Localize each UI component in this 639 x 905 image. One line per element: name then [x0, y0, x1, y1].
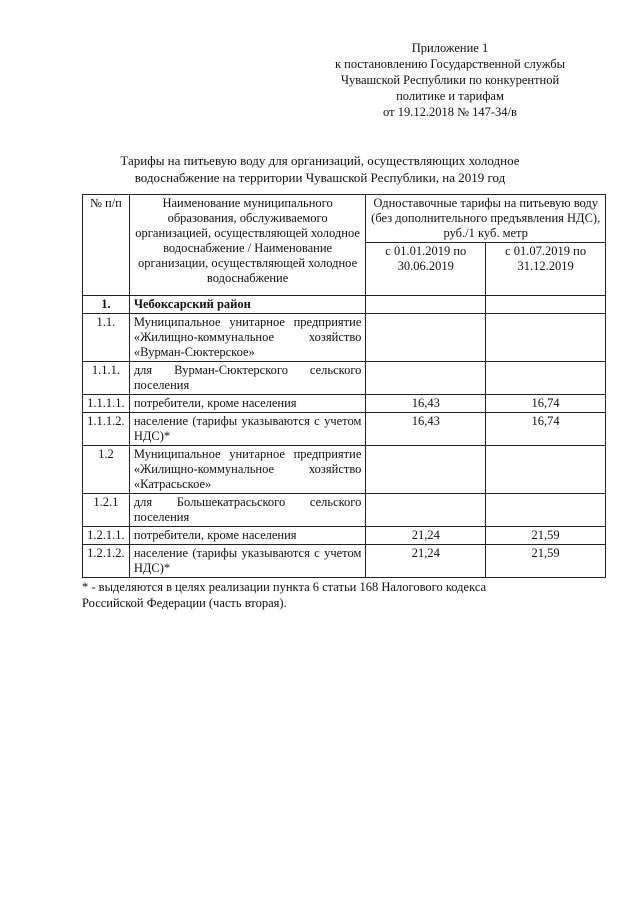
table-row [83, 395, 606, 413]
row-value-1 [366, 446, 486, 494]
row-name: население (тарифы указываются с учетом НДС)* [129, 545, 366, 578]
table-row [83, 296, 606, 314]
row-value-1: 16,43 [366, 395, 486, 413]
row-value-2: 21,59 [486, 527, 606, 545]
footnote [82, 579, 562, 611]
row-name: для Вурман-Сюктерского сельского поселения [129, 362, 366, 395]
row-name: Чебоксарский район [129, 296, 366, 314]
footnote-line-2: Российской Федерации (часть вторая). [82, 596, 287, 610]
row-value-2: 16,74 [486, 395, 606, 413]
row-value-1: 21,24 [366, 527, 486, 545]
row-num: 1.1. [83, 314, 130, 362]
header-num: № п/п [83, 195, 130, 296]
row-value-2 [486, 314, 606, 362]
row-name: для Большекатрасьского сельского поселения [129, 494, 366, 527]
row-value-2 [486, 446, 606, 494]
appendix-header [315, 40, 585, 120]
header-period-2: с 01.07.2019 по 31.12.2019 [486, 243, 606, 296]
row-value-1: 16,43 [366, 413, 486, 446]
header-tariff: Одноставочные тарифы на питьевую воду (без дополнительного предъявления НДС), руб./1 куб. метр [366, 195, 606, 243]
row-name: потребители, кроме населения [129, 527, 366, 545]
document-title [60, 152, 580, 186]
row-name: потребители, кроме населения [129, 395, 366, 413]
table-row [83, 527, 606, 545]
footnote-line-1: * - выделяются в целях реализации пункта 6 статьи 168 Налогового кодекса [82, 580, 487, 594]
row-value-1 [366, 494, 486, 527]
appendix-line: от 19.12.2018 № 147-34/в [383, 105, 517, 119]
row-num: 1.2.1.1. [83, 527, 130, 545]
table-row [83, 362, 606, 395]
row-value-2 [486, 362, 606, 395]
row-value-2: 21,59 [486, 545, 606, 578]
table-row [83, 413, 606, 446]
row-value-1 [366, 314, 486, 362]
row-value-1 [366, 296, 486, 314]
row-num: 1.1.1.2. [83, 413, 130, 446]
table-row [83, 314, 606, 362]
row-num: 1.2.1.2. [83, 545, 130, 578]
table-row [83, 446, 606, 494]
row-num: 1.2 [83, 446, 130, 494]
row-value-2 [486, 296, 606, 314]
row-name: население (тарифы указываются с учетом НДС)* [129, 413, 366, 446]
title-line-1: Тарифы на питьевую воду для организаций, осуществляющих холодное [120, 153, 520, 168]
tariff-table [82, 194, 606, 578]
table-row [83, 494, 606, 527]
row-num: 1. [83, 296, 130, 314]
title-line-2: водоснабжение на территории Чувашской Республики, на 2019 год [134, 170, 506, 185]
row-name: Муниципальное унитарное предприятие «Жилищно-коммунальное хозяйство «Катрасьское» [129, 446, 366, 494]
row-value-1: 21,24 [366, 545, 486, 578]
row-value-2 [486, 494, 606, 527]
appendix-line: к постановлению Государственной службы [334, 57, 566, 71]
row-value-1 [366, 362, 486, 395]
table-row [83, 545, 606, 578]
appendix-line: Приложение 1 [411, 41, 489, 55]
row-num: 1.1.1.1. [83, 395, 130, 413]
row-num: 1.2.1 [83, 494, 130, 527]
row-name: Муниципальное унитарное предприятие «Жилищно-коммунальное хозяйство «Вурман-Сюктерское» [129, 314, 366, 362]
row-value-2: 16,74 [486, 413, 606, 446]
appendix-line: политике и тарифам [396, 89, 504, 103]
header-period-1: с 01.01.2019 по 30.06.2019 [366, 243, 486, 296]
row-num: 1.1.1. [83, 362, 130, 395]
header-row [83, 195, 606, 243]
appendix-line: Чувашской Республики по конкурентной [340, 73, 560, 87]
header-name: Наименование муниципального образования, обслуживаемого организацией, осуществляющей холодное водоснабжение / Наименование организации, осуществляющей холодное водоснабжение [129, 195, 366, 296]
